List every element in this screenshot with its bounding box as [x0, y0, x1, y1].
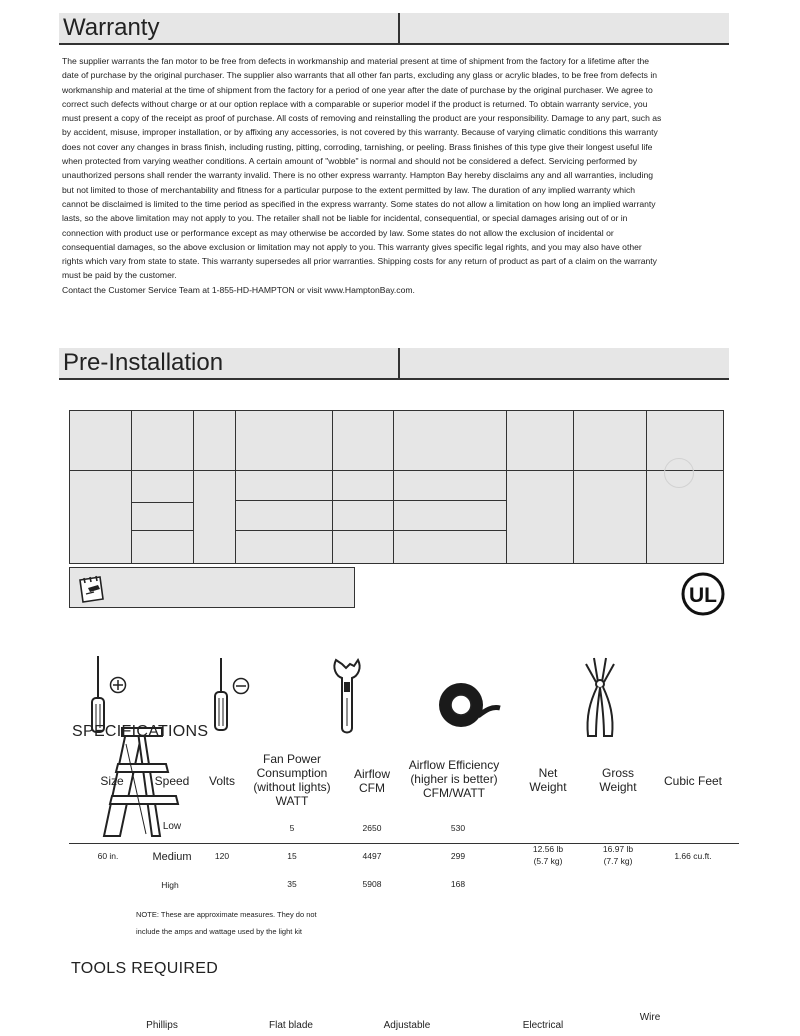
- header-volts: Volts: [208, 774, 235, 788]
- gross-weight-lb: 16.97 lb: [602, 844, 634, 854]
- header-power-line: Fan Power: [262, 752, 322, 766]
- header-size: Size: [100, 774, 124, 788]
- notepad-pencil-icon: [74, 572, 108, 606]
- header-net-line: Weight: [529, 780, 567, 794]
- row-high-speed: High: [161, 880, 179, 890]
- warranty-text: [62, 54, 662, 297]
- net-weight-lb: 12.56 lb: [532, 844, 564, 854]
- ul-listed-icon: [681, 572, 725, 616]
- svg-text:UL: UL: [689, 584, 717, 607]
- header-power-line: (without lights): [253, 780, 331, 794]
- wire-stripper-icon: [580, 654, 620, 740]
- note-box: [69, 567, 355, 608]
- header-cubic-feet: Cubic Feet: [663, 774, 723, 788]
- header-airflow-label: Airflow: [353, 767, 390, 781]
- spec-grid-background: [69, 410, 724, 564]
- row-low-speed: Low: [162, 821, 182, 832]
- header-divider: [398, 13, 400, 43]
- spec-note-line: NOTE: These are approximate measures. They do not: [136, 910, 317, 919]
- row-low-efficiency: 530: [450, 823, 466, 833]
- watermark-dot: [664, 458, 694, 488]
- header-power-unit: WATT: [275, 794, 309, 808]
- warranty-title: Warranty: [63, 14, 160, 41]
- tools-required-title: TOOLS REQUIRED: [71, 960, 219, 977]
- gross-weight-value: [588, 843, 648, 867]
- warranty-paragraph: The supplier warrants the fan motor to be free from defects in workmanship and material present at time of shipment from the factory for a lifetime after the date of purchase by the original purchaser. The supplier also warrants that all other fan parts, excluding any glass or acrylic blades, to be free from defects in workmanship and material at the time of shipment from the factory for a period of one year after the date of purchase by the original purchaser. We agree to correct such defects without charge or at our option replace with a comparable or superior model if the product is returned. To obtain warranty service, you must present a copy of the receipt as proof of purchase. All costs of removing and reinstalling the product are your responsibility. Damage to any part, such as by accident, misuse, improper installation, or by affixing any accessories, is not covered by this warranty. Because of varying climatic conditions this warranty does not cover any changes in brass finish, including rusting, pitting, corroding, tarnishing, or peeling. Brass finishes of this type give their longest useful life when protected from varying weather conditions. A certain amount of "wobble" is normal and should not be considered a defect. Servicing performed by unauthorized persons shall render the warranty invalid. There is no other express warranty. Hampton Bay hereby disclaims any and all warranties, including but not limited to those of merchantability and fitness for a particular purpose to the extent permitted by law. The duration of any implied warranty which cannot be disclaimed is limited to the time period as specified in the express warranty. Some states do not allow a limitation on how long an implied warranty lasts, so the above limitation may not apply to you. The retailer shall not be liable for incidental, consequential, or special damages arising out of or in connection with product use or performance except as may otherwise be accorded by law. Some states do not allow the exclusion of incidental or consequential damages, so the above exclusion or limitation may not apply to you. This warranty gives specific legal rights, and you may also have other rights which vary from state to state. This warranty supersedes all prior warranties. Shipping costs for any return of product as part of a claim on the warranty must be paid by the customer.: [62, 56, 662, 281]
- row-medium-airflow: 4497: [362, 851, 382, 861]
- row-medium-efficiency: 299: [450, 851, 466, 861]
- flat-screwdriver-icon: [211, 654, 255, 734]
- specifications-title: SPECIFICATIONS: [72, 723, 209, 740]
- warranty-contact: Contact the Customer Service Team at 1-855-HD-HAMPTON or visit www.HamptonBay.com.: [62, 284, 415, 295]
- preinstallation-title: Pre-Installation: [63, 349, 224, 376]
- header-efficiency: [400, 758, 508, 800]
- header-net-weight: [518, 766, 578, 794]
- tool-label-wire: Wire: [639, 1012, 661, 1023]
- cubic-feet-value: 1.66 cu.ft.: [674, 851, 712, 861]
- row-high-airflow: 5908: [362, 879, 382, 889]
- header-net-line: Net: [538, 766, 558, 780]
- row-high-efficiency: 168: [450, 879, 466, 889]
- header-efficiency-line: Airflow Efficiency: [408, 758, 500, 772]
- warranty-header: [59, 13, 729, 45]
- header-divider: [398, 348, 400, 378]
- row-medium-speed: Medium: [152, 851, 192, 863]
- net-weight-kg: (5.7 kg): [533, 856, 563, 866]
- row-medium-power: 15: [287, 851, 297, 861]
- tool-label-flat-blade: Flat blade: [269, 1020, 313, 1031]
- header-fan-power: [236, 752, 348, 808]
- tool-label-adjustable: Adjustable: [383, 1020, 431, 1031]
- header-efficiency-unit: CFM/WATT: [423, 786, 485, 800]
- spec-note-line: include the amps and wattage used by the light kit: [136, 927, 302, 936]
- volts-value: 120: [214, 851, 230, 861]
- adjustable-wrench-icon: [330, 654, 364, 738]
- row-high-power: 35: [287, 879, 297, 889]
- preinstallation-header: [59, 348, 729, 380]
- header-gross-line: Weight: [599, 780, 637, 794]
- net-weight-value: [518, 843, 578, 867]
- tool-label-phillips: Phillips: [146, 1020, 178, 1031]
- header-speed: Speed: [154, 774, 190, 788]
- header-gross-line: Gross: [601, 766, 634, 780]
- row-low-airflow: 2650: [362, 823, 382, 833]
- header-airflow: [342, 767, 402, 795]
- size-value: 60 in.: [97, 851, 119, 861]
- row-low-power: 5: [289, 823, 295, 833]
- tool-label-electrical: Electrical: [522, 1020, 564, 1031]
- header-power-line: Consumption: [256, 766, 328, 780]
- header-airflow-unit: CFM: [359, 781, 385, 795]
- phillips-screwdriver-icon: [88, 654, 128, 734]
- gross-weight-kg: (7.7 kg): [603, 856, 633, 866]
- header-efficiency-line: (higher is better): [410, 772, 498, 786]
- header-gross-weight: [588, 766, 648, 794]
- electrical-tape-icon: [438, 680, 502, 730]
